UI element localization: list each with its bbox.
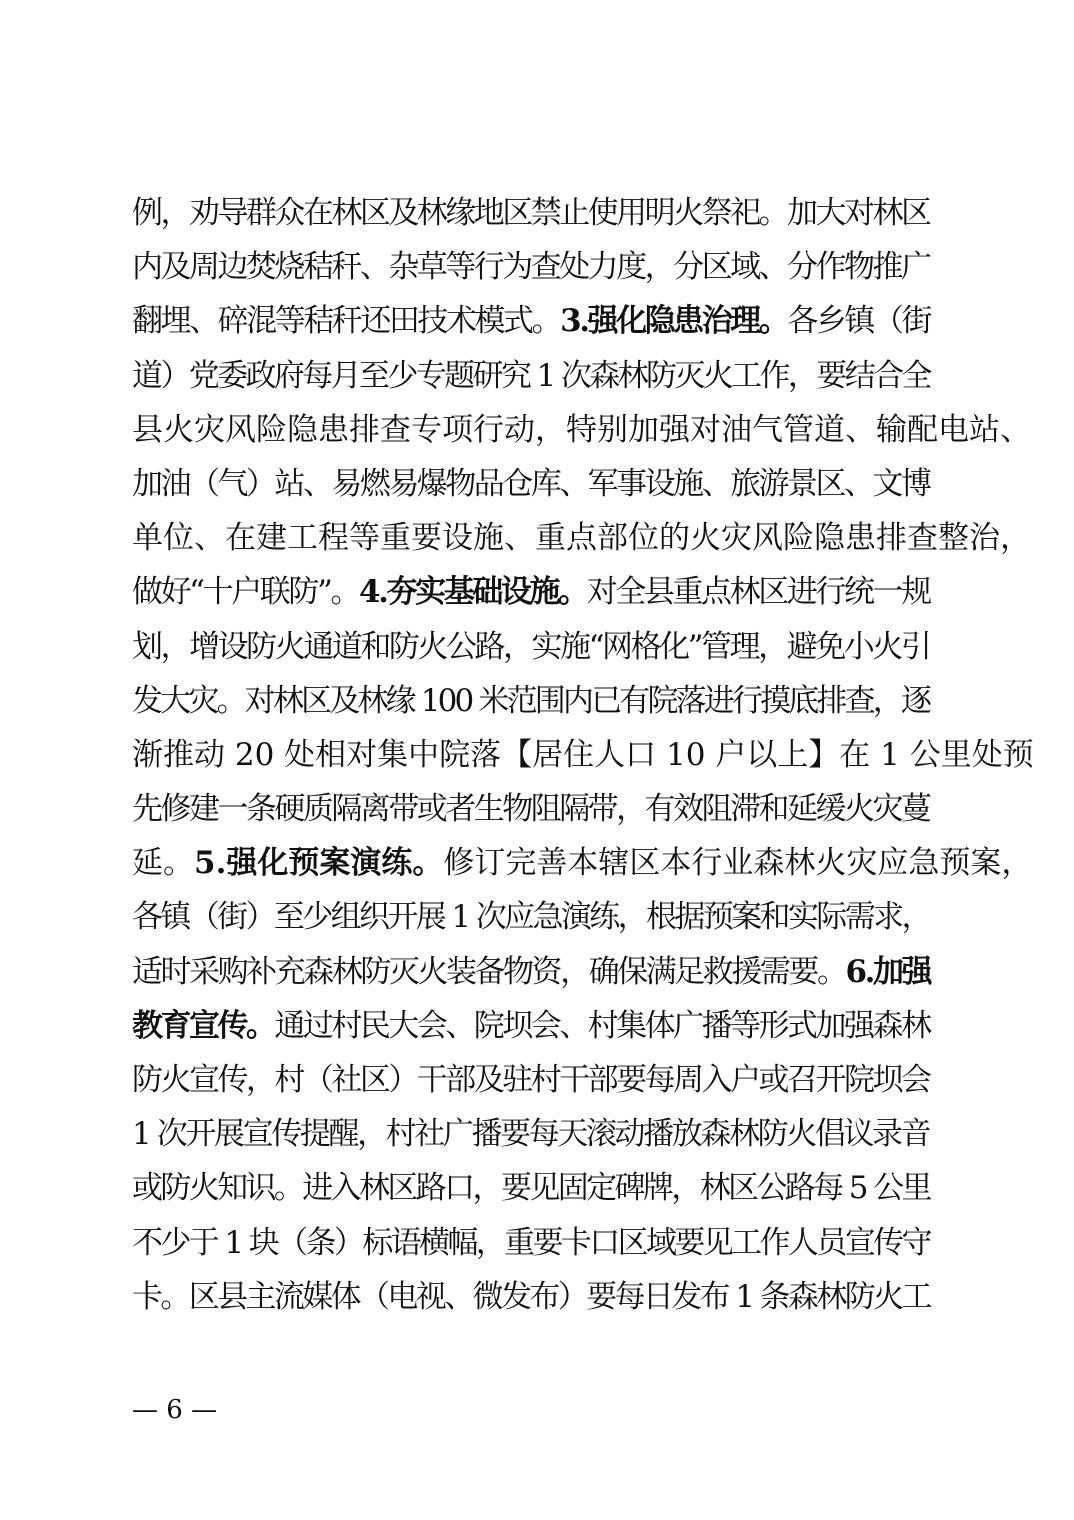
text-line bbox=[132, 999, 932, 1053]
body-text-segment: 先修建一条硬质隔离带或者生物阻隔带，有效阻滞和延缓火灾蔓 bbox=[132, 791, 930, 828]
bold-heading-text: 6.加强 bbox=[845, 953, 931, 990]
text-line bbox=[132, 674, 932, 728]
text-line bbox=[132, 457, 932, 511]
text-line bbox=[132, 836, 1033, 890]
text-line bbox=[132, 1270, 932, 1324]
body-text-segment: 做好“十户联防”。 bbox=[132, 574, 360, 611]
text-line bbox=[132, 945, 932, 999]
text-line bbox=[132, 782, 932, 836]
body-text-segment: 各乡镇（街 bbox=[787, 303, 931, 340]
page-number: — 6 — bbox=[132, 1395, 218, 1425]
text-line bbox=[132, 349, 932, 403]
text-line bbox=[132, 1107, 932, 1161]
text-line bbox=[132, 294, 932, 348]
text-line bbox=[132, 240, 932, 294]
bold-heading-text: 3.强化隐患治理。 bbox=[560, 303, 788, 340]
text-line bbox=[132, 728, 1034, 782]
bold-heading-text: 5.强化预案演练。 bbox=[194, 845, 444, 882]
text-line bbox=[132, 1053, 932, 1107]
text-line bbox=[132, 890, 932, 944]
text-line bbox=[132, 620, 932, 674]
body-text-segment: 渐推动 20 处相对集中院落【居住人口 10 户以上】在 1 公里处预 bbox=[132, 736, 1034, 773]
text-line bbox=[132, 1161, 932, 1215]
body-text bbox=[132, 186, 1034, 1324]
text-line bbox=[132, 511, 1031, 565]
body-text-segment: 加油（气）站、易燃易爆物品仓库、军事设施、旅游景区、文博 bbox=[132, 465, 930, 502]
body-text-segment: 1 次开展宣传提醒，村社广播要每天滚动播放森林防火倡议录音 bbox=[132, 1116, 930, 1153]
body-text-segment: 或防火知识。进入林区路口，要见固定碑牌，林区公路每 5 公里 bbox=[132, 1170, 930, 1207]
body-text-segment: 延。 bbox=[132, 845, 194, 882]
body-text-segment: 县火灾风险隐患排查专项行动，特别加强对油气管道、输配电站、 bbox=[132, 411, 1031, 448]
bold-heading-text: 4.夯实基础设施。 bbox=[359, 574, 587, 611]
body-text-segment: 划，增设防火通道和防火公路，实施“网格化”管理，避免小火引 bbox=[132, 628, 930, 665]
text-line bbox=[132, 403, 1031, 457]
body-text-segment: 对全县重点林区进行统一规 bbox=[586, 574, 930, 611]
body-text-segment: 单位、在建工程等重要设施、重点部位的火灾风险隐患排查整治， bbox=[132, 520, 1031, 557]
body-text-segment: 内及周边焚烧秸秆、杂草等行为查处力度，分区域、分作物推广 bbox=[132, 249, 930, 286]
body-text-segment: 发大灾。对林区及林缘 100 米范围内已有院落进行摸底排查，逐 bbox=[132, 682, 930, 719]
body-text-segment: 例，劝导群众在林区及林缘地区禁止使用明火祭祀。加大对林区 bbox=[132, 195, 930, 231]
text-line bbox=[132, 565, 932, 619]
text-line bbox=[132, 1216, 932, 1270]
body-text-segment: 各镇（街）至少组织开展 1 次应急演练，根据预案和实际需求， bbox=[132, 899, 930, 936]
body-text-segment: 防火宣传，村（社区）干部及驻村干部要每周入户或召开院坝会 bbox=[132, 1062, 930, 1098]
text-line bbox=[132, 186, 932, 240]
body-text-segment: 道）党委政府每月至少专题研究 1 次森林防灭火工作，要结合全 bbox=[132, 357, 930, 394]
body-text-segment: 卡。区县主流媒体（电视、微发布）要每日发布 1 条森林防火工 bbox=[132, 1278, 930, 1315]
body-text-segment: 修订完善本辖区本行业森林火灾应急预案， bbox=[443, 845, 1033, 882]
body-text-segment: 适时采购补充森林防灭火装备物资，确保满足救援需要。 bbox=[132, 953, 846, 990]
body-text-segment: 翻埋、碎混等秸秆还田技术模式。 bbox=[132, 303, 561, 340]
bold-heading-text: 教育宣传。 bbox=[132, 1007, 275, 1044]
body-text-segment: 通过村民大会、院坝会、村集体广播等形式加强森林 bbox=[274, 1007, 930, 1044]
body-text-segment: 不少于 1 块（条）标语横幅，重要卡口区域要见工作人员宣传守 bbox=[132, 1224, 930, 1261]
